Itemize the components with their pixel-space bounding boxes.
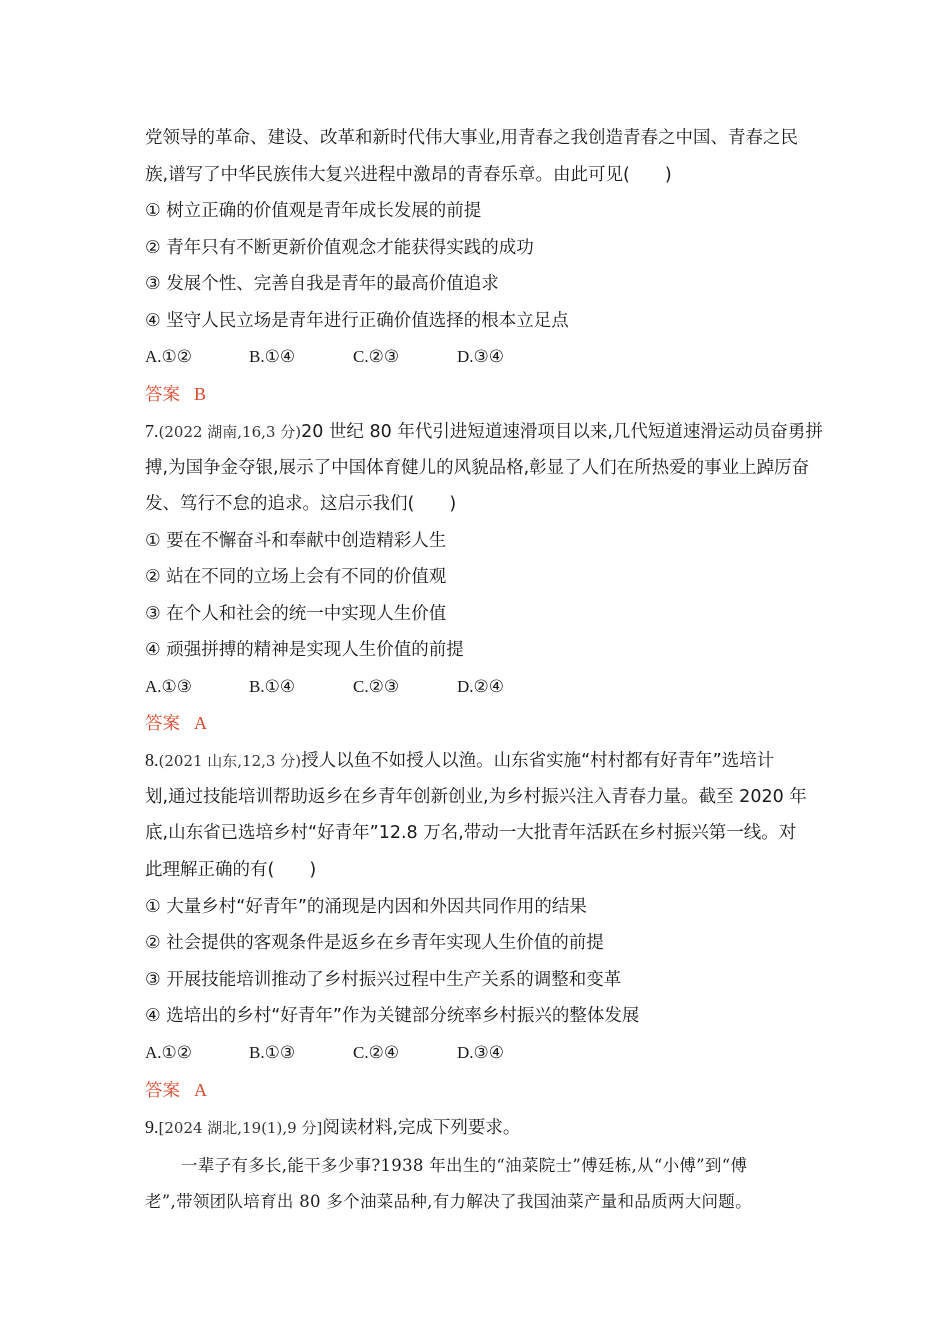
q6-option-c: C.②③ bbox=[353, 347, 400, 366]
q7-item-4: ④ 顽强拼搏的精神是实现人生价值的前提 bbox=[145, 640, 464, 660]
q7-stem-text: 20 世纪 80 年代引进短道速滑项目以来,几代短道速滑运动员奋勇拼 bbox=[301, 422, 823, 442]
q8-stem-line-2: 划,通过技能培训帮助返乡在乡青年创新创业,为乡村振兴注入青春力量。截至 2020 年 bbox=[145, 787, 807, 807]
answer-value: A bbox=[194, 713, 207, 733]
q9-material-line-2: 老”,带领团队培育出 80 多个油菜品种,有力解决了我国油菜产量和品质两大问题。 bbox=[145, 1192, 752, 1211]
q6-options bbox=[145, 344, 815, 370]
question-source: (2022 湖南,16,3 分) bbox=[158, 423, 302, 441]
q8-stem-text: 授人以鱼不如授人以渔。山东省实施“村村都有好青年”选培计 bbox=[301, 751, 775, 771]
q8-option-a: A.①② bbox=[145, 1043, 193, 1062]
question-source: (2021 山东,12,3 分) bbox=[158, 752, 302, 770]
q8-item-2: ② 社会提供的客观条件是返乡在乡青年实现人生价值的前提 bbox=[145, 933, 604, 953]
question-number: 9. bbox=[145, 1117, 159, 1137]
answer-label: 答案 bbox=[145, 385, 180, 405]
answer-label: 答案 bbox=[145, 714, 180, 734]
q7-stem-line-1 bbox=[145, 418, 823, 445]
q9-material-line-1: 一辈子有多长,能干多少事?1938 年出生的“油菜院士”傅廷栋,从“小傅”到“傅 bbox=[181, 1156, 748, 1175]
q8-stem-line-3: 底,山东省已选培乡村“好青年”12.8 万名,带动一大批青年活跃在乡村振兴第一线。对 bbox=[145, 823, 797, 843]
q8-option-c: C.②④ bbox=[353, 1043, 400, 1062]
q7-answer bbox=[145, 710, 815, 737]
q8-item-3: ③ 开展技能培训推动了乡村振兴过程中生产关系的调整和变革 bbox=[145, 970, 622, 990]
q6-stem-line-2: 族,谱写了中华民族伟大复兴进程中激昂的青春乐章。由此可见( ) bbox=[145, 165, 672, 185]
q6-item-4: ④ 坚守人民立场是青年进行正确价值选择的根本立足点 bbox=[145, 311, 569, 331]
question-number: 8. bbox=[145, 750, 159, 770]
q8-options bbox=[145, 1040, 815, 1066]
q6-stem-line-1: 党领导的革命、建设、改革和新时代伟大事业,用青春之我创造青春之中国、青春之民 bbox=[145, 128, 799, 148]
question-number: 7. bbox=[145, 421, 159, 441]
q7-stem-line-2: 搏,为国争金夺银,展示了中国体育健儿的风貌品格,彰显了人们在所热爱的事业上踔厉奋 bbox=[145, 458, 810, 478]
q9-stem bbox=[145, 1114, 815, 1141]
q8-item-1: ① 大量乡村“好青年”的涌现是内因和外因共同作用的结果 bbox=[145, 897, 587, 917]
answer-value: A bbox=[194, 1080, 207, 1100]
q6-option-d: D.③④ bbox=[457, 347, 505, 366]
q7-option-c: C.②③ bbox=[353, 677, 400, 696]
q6-item-1: ① 树立正确的价值观是青年成长发展的前提 bbox=[145, 201, 482, 221]
q8-option-b: B.①③ bbox=[249, 1043, 296, 1062]
q6-answer bbox=[145, 381, 815, 408]
q8-stem-line-4: 此理解正确的有( ) bbox=[145, 860, 317, 880]
q6-item-2: ② 青年只有不断更新价值观念才能获得实践的成功 bbox=[145, 238, 534, 258]
answer-value: B bbox=[194, 384, 207, 404]
answer-label: 答案 bbox=[145, 1081, 180, 1101]
q6-option-b: B.①④ bbox=[249, 347, 296, 366]
q7-option-a: A.①③ bbox=[145, 677, 193, 696]
q7-option-b: B.①④ bbox=[249, 677, 296, 696]
q7-option-d: D.②④ bbox=[457, 677, 505, 696]
q9-stem-text: 阅读材料,完成下列要求。 bbox=[322, 1118, 521, 1138]
q7-item-1: ① 要在不懈奋斗和奉献中创造精彩人生 bbox=[145, 531, 447, 551]
q7-item-3: ③ 在个人和社会的统一中实现人生价值 bbox=[145, 604, 447, 624]
question-source: [2024 湖北,19(1),9 分] bbox=[158, 1119, 323, 1137]
q7-options bbox=[145, 674, 815, 700]
q6-item-3: ③ 发展个性、完善自我是青年的最高价值追求 bbox=[145, 274, 499, 294]
q8-option-d: D.③④ bbox=[457, 1043, 505, 1062]
q8-answer bbox=[145, 1077, 815, 1104]
q6-option-a: A.①② bbox=[145, 347, 193, 366]
q8-item-4: ④ 选培出的乡村“好青年”作为关键部分统率乡村振兴的整体发展 bbox=[145, 1006, 640, 1026]
q8-stem-line-1 bbox=[145, 747, 815, 774]
q7-item-2: ② 站在不同的立场上会有不同的价值观 bbox=[145, 567, 447, 587]
q7-stem-line-3: 发、笃行不怠的追求。这启示我们( ) bbox=[145, 494, 457, 514]
